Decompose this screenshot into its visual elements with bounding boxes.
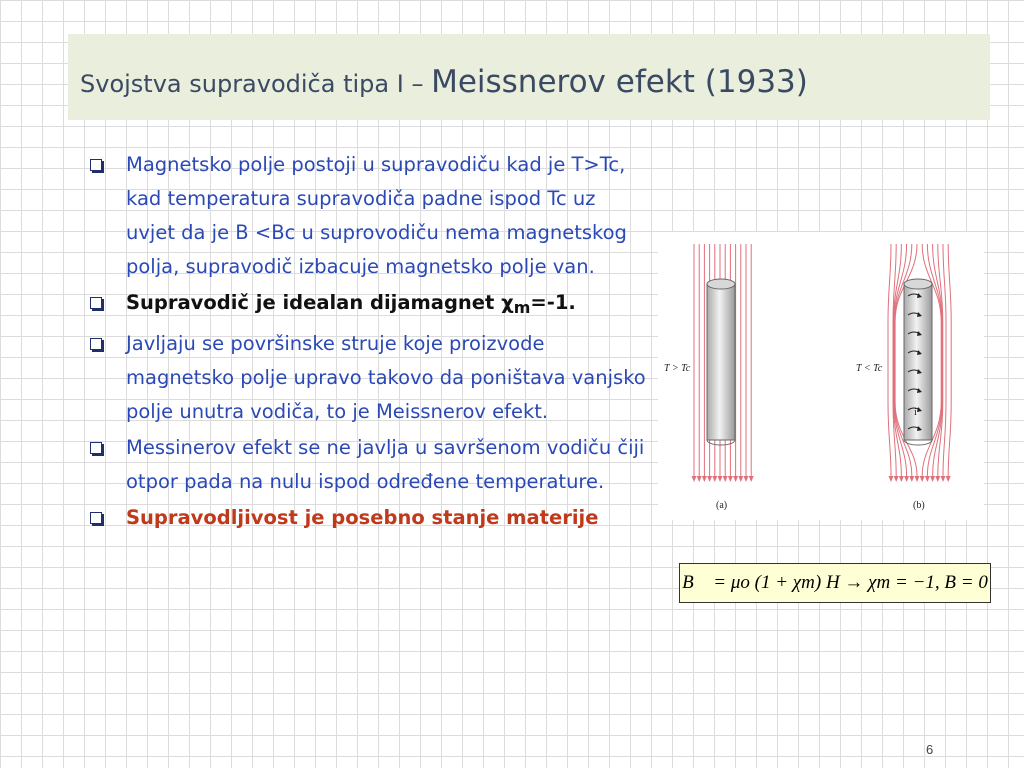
chi-symbol: χ [501, 291, 514, 314]
checkbox-bullet-icon [90, 512, 102, 524]
bullet-text [126, 291, 576, 317]
field-arrowhead [728, 476, 733, 482]
meissner-figure [658, 232, 984, 520]
field-arrowhead [904, 476, 909, 482]
field-arrowhead [692, 476, 697, 482]
field-arrowhead [723, 476, 728, 482]
title-part-1: Svojstva supravodiča tipa I – [80, 70, 432, 98]
bullet-text: Magnetsko polje postoji u supravodiču kad je T>Tc, kad temperatura supravodiča padne ispod Tc uz uvjet da je B <Bc u suprovodiču nema magnetskog polja, supravodič izbacuje magnetsko polje van. [126, 153, 627, 278]
bullet-item [88, 501, 648, 535]
bullet-item [88, 286, 648, 325]
caption-b: (b) [913, 500, 925, 511]
field-arrowhead [930, 476, 935, 482]
field-arrowhead [935, 476, 940, 482]
formula-text: B⃗ = μo (1 + χm) H → χm = −1, B = 0 [682, 572, 988, 593]
field-arrowhead [697, 476, 702, 482]
field-arrowhead [744, 476, 749, 482]
field-arrowhead [749, 476, 754, 482]
checkbox-bullet-icon [90, 159, 102, 171]
label-b-condition: T < Tc [856, 363, 883, 374]
bullet-item [88, 148, 648, 284]
field-line [948, 244, 951, 476]
checkbox-bullet-icon [90, 338, 102, 350]
field-arrowhead [894, 476, 899, 482]
field-arrowhead [702, 476, 707, 482]
title-part-2: Meissnerov efekt (1933) [431, 64, 808, 100]
field-line [888, 244, 891, 476]
bullet-text: Javljaju se površinske struje koje proizvode magnetsko polje upravo takovo da poništava vanjsko polje unutra vodiča, to je Meissnerov efekt. [126, 332, 646, 423]
field-arrowhead [889, 476, 894, 482]
bullet-text-part: Supravodič je idealan dijamagnet [126, 291, 502, 314]
field-arrowhead [718, 476, 723, 482]
field-line [943, 244, 946, 476]
label-a-condition: T > Tc [664, 363, 691, 374]
bullet-list [88, 148, 648, 537]
slide-title [80, 62, 808, 100]
caption-a: (a) [716, 500, 728, 511]
field-arrowhead [909, 476, 914, 482]
field-arrowhead [712, 476, 717, 482]
field-arrowhead [915, 476, 920, 482]
cylinder-b [904, 279, 932, 445]
bullet-text: Supravodljivost je posebno stanje materije [126, 506, 599, 529]
field-arrowhead [920, 476, 925, 482]
field-arrowhead [925, 476, 930, 482]
field-arrowhead [738, 476, 743, 482]
chi-subscript: m [513, 298, 531, 317]
bullet-item [88, 327, 648, 429]
page-number: 6 [926, 742, 934, 757]
field-arrowhead [941, 476, 946, 482]
formula-box [679, 563, 991, 603]
bullet-text: Messinerov efekt se ne javlja u savršenom vodiču čiji otpor pada na nulu ispod određene temperature. [126, 436, 645, 493]
cylinder-a [707, 279, 735, 445]
meissner-diagram [658, 232, 984, 520]
field-arrowhead [899, 476, 904, 482]
field-arrowhead [946, 476, 951, 482]
bullet-text-part: =-1. [530, 291, 576, 314]
field-arrowhead [733, 476, 738, 482]
field-arrowhead [707, 476, 712, 482]
checkbox-bullet-icon [90, 297, 102, 309]
checkbox-bullet-icon [90, 442, 102, 454]
current-label: i [914, 407, 917, 418]
bullet-item [88, 431, 648, 499]
